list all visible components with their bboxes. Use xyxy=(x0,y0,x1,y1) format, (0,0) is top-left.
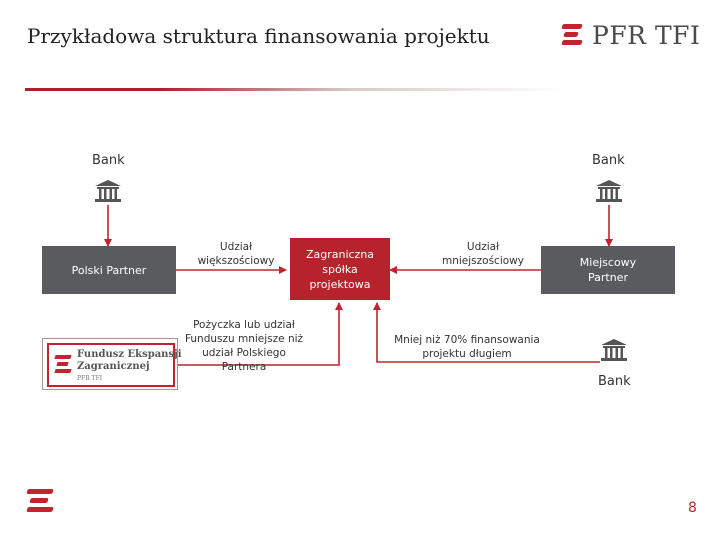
polski-partner-box xyxy=(42,246,176,294)
miejscowy-partner-label: Miejscowy Partner xyxy=(579,256,637,284)
miejscowy-partner-box xyxy=(541,246,675,294)
bank-left-label: Bank xyxy=(92,153,125,168)
pfr-logo-icon xyxy=(27,489,55,515)
fundusz-line2: Zagranicznej xyxy=(77,361,150,372)
bank-right-label: Bank xyxy=(592,153,625,168)
bank-icon xyxy=(600,338,628,362)
fundusz-logo-frame xyxy=(47,343,182,387)
spolka-projektowa-label: Zagraniczna spółka projektowa xyxy=(305,247,375,291)
logo-text: PFR TFI xyxy=(592,20,701,50)
pozyczka-label: Pożyczka lub udział Funduszu mniejsze niż udział Polskiego Partnera xyxy=(184,319,304,373)
mniej-niz-label: Mniej niż 70% finansowania projektu długiem xyxy=(394,334,540,360)
pfr-logo-icon xyxy=(55,355,73,377)
page-number: 8 xyxy=(688,500,697,516)
fundusz-line1: Fundusz Ekspansji xyxy=(77,349,182,360)
fundusz-sub: PFR TFI xyxy=(77,375,103,382)
fundusz-ekspansji-box xyxy=(42,338,182,390)
spolka-projektowa-box xyxy=(290,238,390,300)
udzial-mniejszosciowy-label: Udział mniejszościowy xyxy=(442,241,524,267)
udzial-wiekszosciowy-label: Udział większościowy xyxy=(197,241,275,267)
bank-icon xyxy=(94,179,122,203)
fundusz-name xyxy=(77,349,182,373)
bank-bottom-label: Bank xyxy=(598,374,631,389)
bank-icon xyxy=(595,179,623,203)
polski-partner-label: Polski Partner xyxy=(71,263,147,277)
page-title: Przykładowa struktura finansowania projektu xyxy=(27,24,490,48)
